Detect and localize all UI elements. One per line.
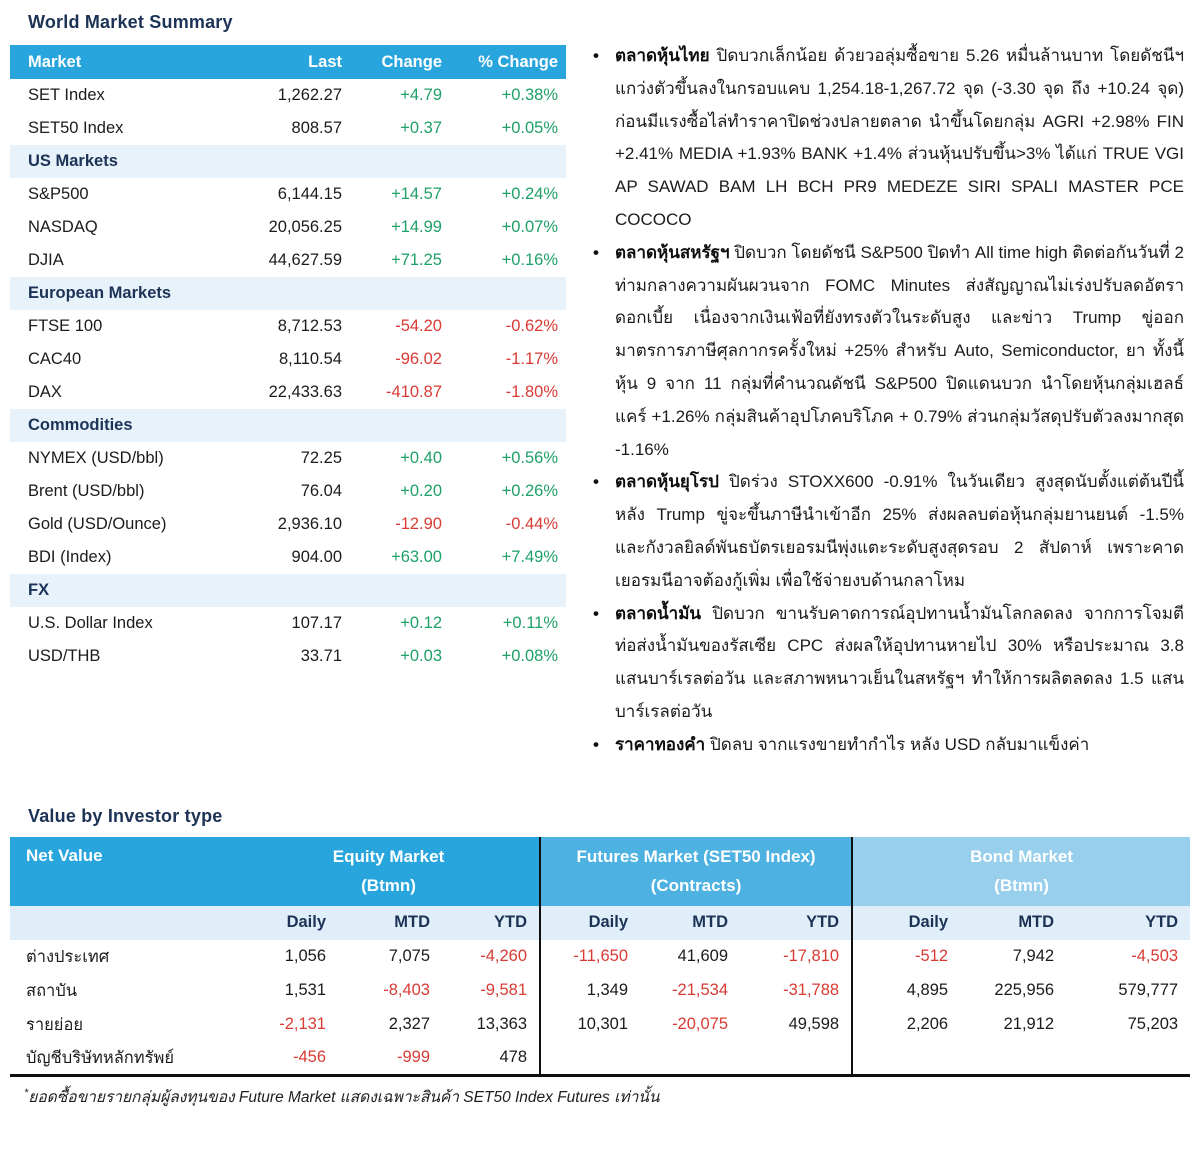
futures-daily-value (540, 1042, 640, 1076)
market-row (10, 244, 566, 277)
equity-mtd-value: 7,075 (388, 947, 430, 966)
futures-ytd-value: -17,810 (783, 947, 840, 966)
market-name: DAX (28, 383, 62, 401)
investor-row (10, 1042, 1190, 1076)
market-row (10, 178, 566, 211)
equity-ytd-header: YTD (442, 906, 540, 940)
equity-ytd-value: 478 (499, 1048, 528, 1067)
futures-daily-value: 1,349 (540, 974, 640, 1008)
equity-mtd-value: -8,403 (383, 981, 430, 1000)
market-table-header-row (10, 45, 566, 79)
market-pct-change: +0.26% (501, 482, 558, 500)
equity-ytd-value: 13,363 (476, 1015, 528, 1034)
futures-mtd-value (640, 1042, 740, 1076)
market-row (10, 112, 566, 145)
market-change: +14.57 (391, 185, 442, 203)
group-header-futures (540, 837, 852, 906)
market-change: +0.37 (400, 119, 442, 137)
investor-type-label: ต่างประเทศ (26, 947, 110, 966)
market-pct-change: +7.49% (501, 548, 558, 566)
market-pct-change: +0.38% (501, 86, 558, 104)
market-row (10, 607, 566, 640)
footnote-text: ยอดซื้อขายรายกลุ่มผู้ลงทุนของ Future Market แสดงเฉพาะสินค้า SET50 Index Futures เท่านั้น (28, 1089, 660, 1107)
market-pct-change: +0.56% (501, 449, 558, 467)
equity-mtd-value: -999 (396, 1048, 430, 1067)
equity-ytd-value: -4,260 (480, 947, 528, 966)
bullet-lead: ตลาดหุ้นสหรัฐฯ (615, 242, 730, 262)
net-value-header: Net Value (10, 837, 238, 906)
market-name: U.S. Dollar Index (28, 614, 153, 632)
market-section-row (10, 409, 566, 442)
bond-mtd-value: 225,956 (994, 981, 1055, 1000)
bond-mtd-value (960, 1042, 1066, 1076)
market-pct-change: +0.16% (501, 251, 558, 269)
market-change: -12.90 (395, 515, 442, 533)
investor-footnote (24, 1084, 1190, 1109)
market-section-label: FX (10, 574, 566, 607)
market-change: +0.03 (400, 647, 442, 665)
market-row (10, 640, 566, 673)
bond-mtd-value: 7,942 (1012, 947, 1055, 966)
market-last: 8,712.53 (277, 317, 342, 335)
commentary-bullet: • ตลาดหุ้นสหรัฐฯ ปิดบวก โดยดัชนี S&P500 ปิดทำ All time high ติดต่อกันวันที่ 2 ท่ามกลางความผันผวนจาก FOMC Minutes ส่งสัญญาณไม่เร่งปรับลดอัตราดอกเบี้ย เนื่องจากเงินเฟ้อที่ยังทรงตัวในระดับสูง และข่าว Trump ขู่ออกมาตรการภาษีศุลกากรครั้งใหม่ +25% สำหรับ Auto, Semiconductor, ยา ทั้งนี้ หุ้น 9 จาก 11 กลุ่มที่คำนวณดัชนี S&P500 ปิดแดนบวก นำโดยหุ้นกลุ่มเฮลธ์แคร์ +1.26% กลุ่มสินค้าอุปโภคบริโภค + 0.79% ส่วนกลุ่มวัสดุปรับตัวลงมากสุด -1.16% (588, 237, 1184, 467)
equity-mtd-value: 2,327 (388, 1015, 430, 1034)
market-name: DJIA (28, 251, 64, 269)
group-unit: (Contracts) (650, 876, 742, 896)
investor-group-header-row (10, 837, 1190, 906)
market-section-label: US Markets (10, 145, 566, 178)
investor-row (10, 974, 1190, 1008)
group-label: Bond Market (970, 847, 1074, 867)
market-change: +0.12 (400, 614, 442, 632)
bullet-lead: ตลาดหุ้นไทย (615, 46, 710, 65)
market-row (10, 376, 566, 409)
market-pct-change: -0.44% (505, 515, 558, 533)
market-section-label: Commodities (10, 409, 566, 442)
market-last: 33.71 (300, 647, 342, 665)
market-row (10, 310, 566, 343)
market-change: +14.99 (391, 218, 442, 236)
market-name: FTSE 100 (28, 317, 103, 335)
period-spacer (10, 906, 238, 940)
market-change: +0.20 (400, 482, 442, 500)
investor-section (0, 806, 1200, 1110)
futures-daily-header: Daily (540, 906, 640, 940)
market-table-body (10, 79, 566, 673)
bond-daily-value (852, 1042, 960, 1076)
futures-daily-value: 10,301 (540, 1008, 640, 1042)
group-unit: (Btmn) (994, 876, 1049, 896)
bond-daily-value: 4,895 (852, 974, 960, 1008)
group-unit: (Btmn) (361, 876, 416, 896)
bond-mtd-header: MTD (960, 906, 1066, 940)
market-name: S&P500 (28, 185, 89, 203)
group-header-equity (238, 837, 540, 906)
market-change: -54.20 (395, 317, 442, 335)
market-last: 6,144.15 (277, 185, 342, 203)
investor-type-label: สถาบัน (26, 981, 78, 1000)
commentary-bullet: • ตลาดหุ้นไทย ปิดบวกเล็กน้อย ด้วยวอลุ่มซื้อขาย 5.26 หมื่นล้านบาท โดยดัชนีฯ แกว่งตัวขึ้นลงในกรอบแคบ 1,254.18-1,267.72 จุด (-3.30 จุด ถึง +10.24 จุด) ก่อนมีแรงซื้อไล่ทำราคาปิดช่วงปลายตลาด นำขึ้นโดยกลุ่ม AGRI +2.98% FIN +2.41% MEDIA +1.93% BANK +1.4% ส่วนหุ้นปรับขึ้น>3% ได้แก่ TRUE VGI AP SAWAD BAM LH BCH PR9 MEDEZE SIRI SPALI MASTER PCE COCOCO (588, 40, 1184, 237)
market-last: 22,433.63 (268, 383, 342, 401)
market-section-row (10, 145, 566, 178)
bullet-lead: ราคาทองคำ (615, 734, 706, 754)
market-change: +71.25 (391, 251, 442, 269)
market-change: +0.40 (400, 449, 442, 467)
equity-daily-header: Daily (238, 906, 338, 940)
market-pct-change: +0.08% (501, 647, 558, 665)
page-title: World Market Summary (28, 12, 233, 32)
market-last: 2,936.10 (277, 515, 342, 533)
commentary-bullet: • ตลาดหุ้นยุโรป ปิดร่วง STOXX600 -0.91% ในวันเดียว สูงสุดนับตั้งแต่ต้นปีนี้ หลัง Trump ขู่จะขึ้นภาษีนำเข้าอีก 25% ส่งผลลบต่อหุ้นกลุ่มยานยนต์ -1.5% และกังวลยิลด์พันธบัตรเยอรมนีพุ่งแตะระดับสูงสุดรอบ 2 สัปดาห์ เพราะคาดเยอรมนีอาจต้องกู้เพิ่ม เพื่อใช้จ่ายงบด้านกลาโหม (588, 466, 1184, 597)
market-pct-change: +0.24% (501, 185, 558, 203)
bond-daily-header: Daily (852, 906, 960, 940)
market-row (10, 79, 566, 112)
group-header-bond (852, 837, 1190, 906)
futures-mtd-value: 41,609 (677, 947, 729, 966)
futures-ytd-value: -31,788 (783, 981, 840, 1000)
equity-ytd-value: -9,581 (480, 981, 528, 1000)
bond-daily-value: 2,206 (852, 1008, 960, 1042)
market-last: 44,627.59 (268, 251, 342, 269)
market-change: -410.87 (386, 383, 442, 401)
investor-row (10, 1008, 1190, 1042)
bond-ytd-value: 75,203 (1127, 1015, 1179, 1034)
futures-mtd-value: -21,534 (672, 981, 729, 1000)
equity-daily-value: -2,131 (279, 1015, 326, 1034)
last-column-header: Last (222, 45, 350, 79)
bullet-lead: ตลาดหุ้นยุโรป (615, 472, 719, 492)
market-name: NASDAQ (28, 218, 98, 236)
market-name: BDI (Index) (28, 548, 112, 566)
commentary-bullet: • ตลาดน้ำมัน ปิดบวก ขานรับคาดการณ์อุปทานน้ำมันโลกลดลง จากการโจมตีท่อส่งน้ำมันของรัสเซีย CPC ส่งผลให้อุปทานหายไป 30% หรือประมาณ 3.8 แสนบาร์เรลต่อวัน และสภาพหนาวเย็นในสหรัฐฯ ทำให้การผลิตลดลง 1.5 แสนบาร์เรลต่อวัน (588, 598, 1184, 729)
pct-change-column-header: % Change (450, 45, 566, 79)
market-last: 72.25 (300, 449, 342, 467)
market-section-row (10, 574, 566, 607)
footnote-asterisk: * (24, 1086, 29, 1099)
futures-mtd-header: MTD (640, 906, 740, 940)
group-label: Futures Market (SET50 Index) (576, 847, 816, 867)
bond-ytd-header: YTD (1066, 906, 1190, 940)
bond-ytd-value: -4,503 (1131, 947, 1179, 966)
world-market-column (10, 10, 566, 673)
market-column-header: Market (10, 45, 222, 79)
market-pct-change: +0.05% (501, 119, 558, 137)
commentary-list (588, 40, 1184, 762)
market-row (10, 508, 566, 541)
market-last: 904.00 (291, 548, 342, 566)
market-name: SET50 Index (28, 119, 124, 137)
bond-mtd-value: 21,912 (1003, 1015, 1055, 1034)
futures-daily-value: -11,650 (540, 940, 640, 974)
market-pct-change: +0.07% (501, 218, 558, 236)
bond-ytd-value: 579,777 (1118, 981, 1179, 1000)
market-last: 20,056.25 (268, 218, 342, 236)
market-pct-change: +0.11% (502, 614, 558, 632)
futures-ytd-value: 49,598 (788, 1015, 840, 1034)
market-table (10, 45, 566, 673)
change-column-header: Change (350, 45, 450, 79)
market-name: Brent (USD/bbl) (28, 482, 145, 500)
investor-title: Value by Investor type (28, 805, 223, 826)
investor-table (10, 837, 1190, 1078)
market-section-row (10, 277, 566, 310)
commentary-column (566, 10, 1190, 762)
market-row (10, 541, 566, 574)
group-label: Equity Market (332, 847, 445, 867)
bond-daily-value: -512 (852, 940, 960, 974)
market-change: +63.00 (391, 548, 442, 566)
market-row (10, 343, 566, 376)
market-last: 808.57 (291, 119, 342, 137)
commentary-bullet: • ราคาทองคำ ปิดลบ จากแรงขายทำกำไร หลัง USD กลับมาแข็งค่า (588, 729, 1184, 762)
market-name: USD/THB (28, 647, 101, 665)
investor-type-label: รายย่อย (26, 1015, 84, 1034)
market-row (10, 475, 566, 508)
investor-type-label: บัญชีบริษัทหลักทรัพย์ (26, 1048, 175, 1067)
equity-mtd-header: MTD (338, 906, 442, 940)
market-name: NYMEX (USD/bbl) (28, 449, 164, 467)
market-last: 107.17 (291, 614, 342, 632)
market-last: 1,262.27 (277, 86, 342, 104)
market-last: 8,110.54 (278, 350, 342, 368)
market-section-label: European Markets (10, 277, 566, 310)
equity-daily-value: 1,531 (284, 981, 326, 1000)
equity-daily-value: -456 (292, 1048, 326, 1067)
market-pct-change: -1.80% (505, 383, 558, 401)
investor-row (10, 940, 1190, 974)
equity-daily-value: 1,056 (284, 947, 326, 966)
market-row (10, 211, 566, 244)
futures-ytd-value (740, 1042, 852, 1076)
futures-mtd-value: -20,075 (672, 1015, 729, 1034)
market-last: 76.04 (300, 482, 342, 500)
investor-table-body (10, 940, 1190, 1076)
market-name: CAC40 (28, 350, 82, 368)
market-name: Gold (USD/Ounce) (28, 515, 167, 533)
market-name: SET Index (28, 86, 105, 104)
period-header-row (10, 906, 1190, 940)
market-row (10, 442, 566, 475)
market-pct-change: -0.62% (505, 317, 558, 335)
bullet-lead: ตลาดน้ำมัน (615, 603, 702, 623)
market-change: -96.02 (395, 350, 442, 368)
market-change: +4.79 (400, 86, 442, 104)
futures-ytd-header: YTD (740, 906, 852, 940)
market-pct-change: -1.17% (505, 350, 558, 368)
bond-ytd-value (1066, 1042, 1190, 1076)
